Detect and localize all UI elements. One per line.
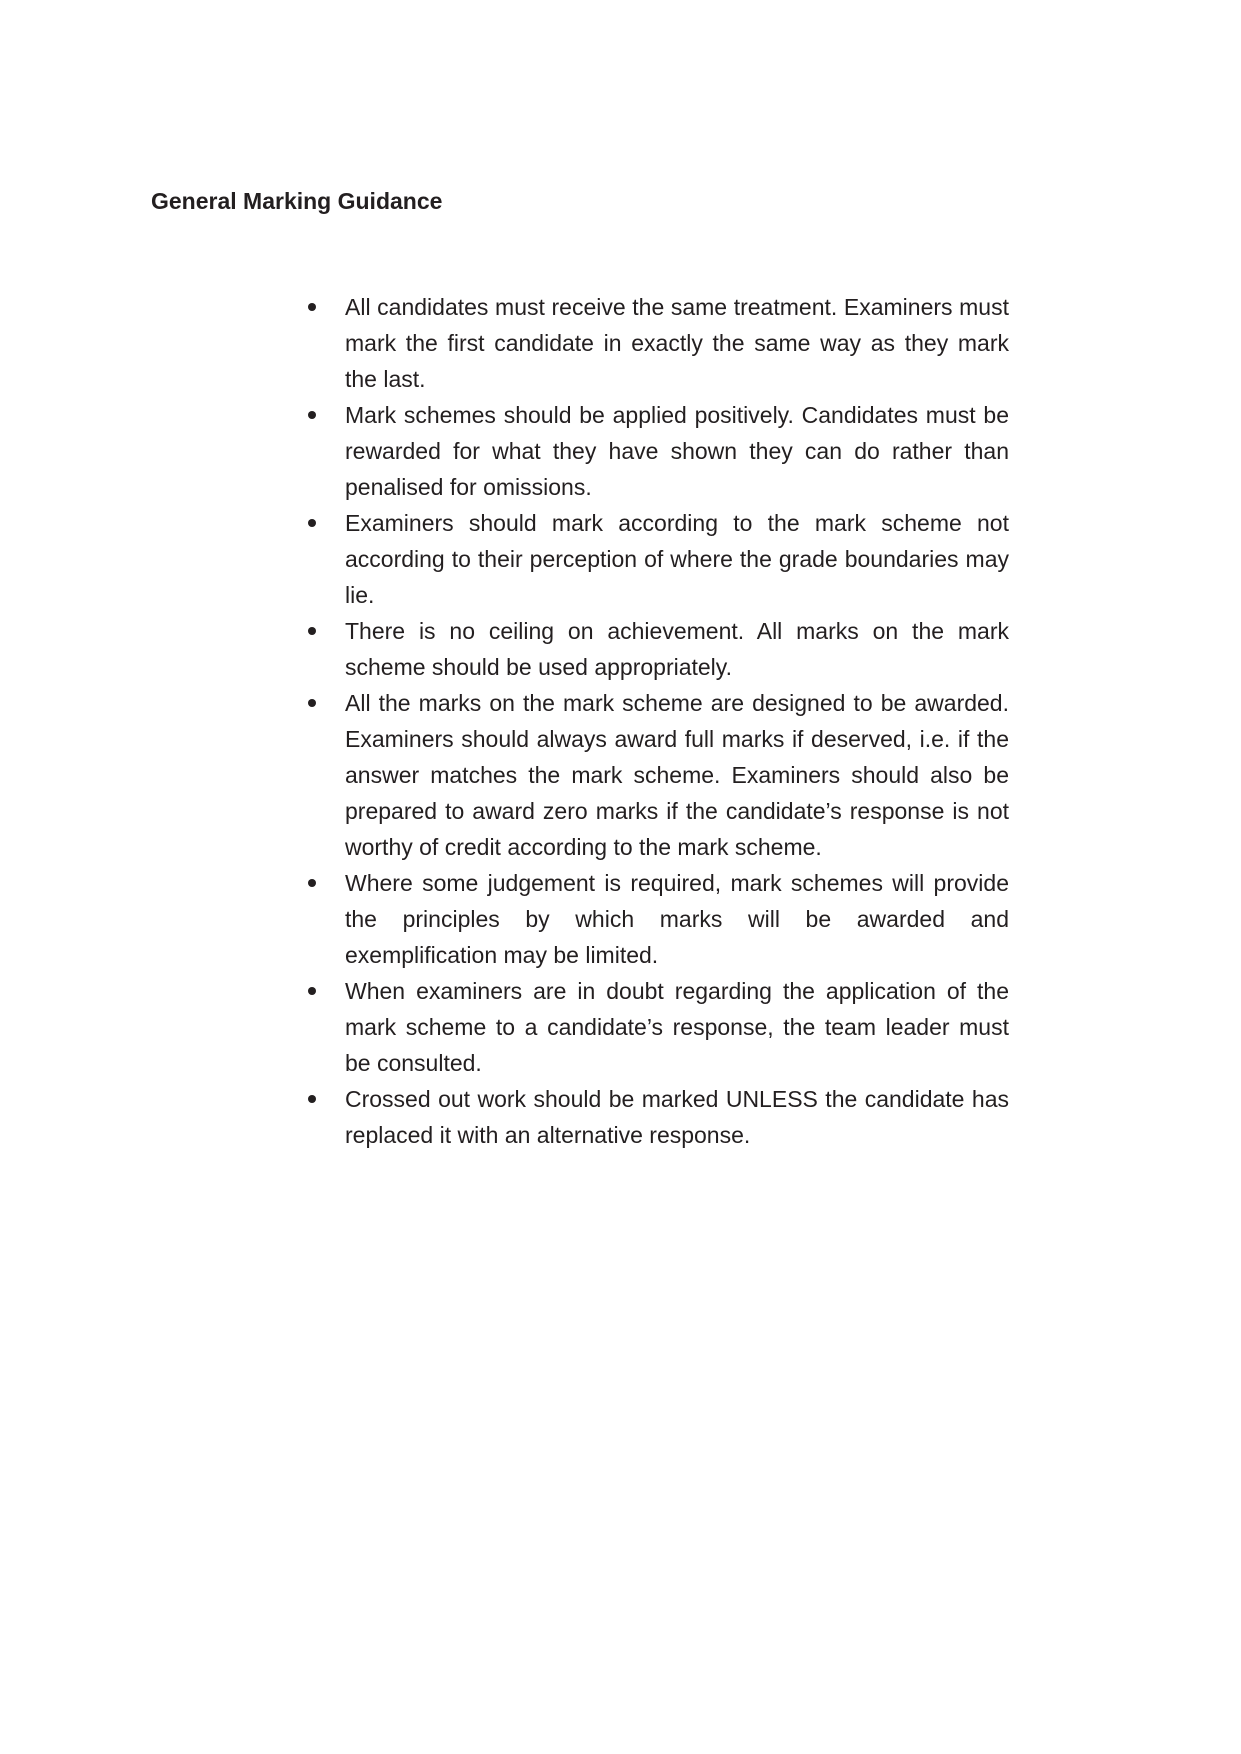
list-item [308, 865, 1009, 973]
list-item-text: Crossed out work should be marked UNLESS the candidate has replaced it with an alternative response. [345, 1086, 1009, 1148]
bullet-icon [308, 987, 316, 995]
list-item-text: Where some judgement is required, mark schemes will provide the principles by which marks will be awarded and exemplification may be limited. [345, 870, 1009, 968]
list-item-text: Mark schemes should be applied positively. Candidates must be rewarded for what they have shown they can do rather than penalised for omissions. [345, 402, 1009, 500]
list-item [308, 289, 1009, 397]
bullet-icon [308, 1095, 316, 1103]
bullet-icon [308, 519, 316, 527]
list-item [308, 973, 1009, 1081]
list-item-text: There is no ceiling on achievement. All marks on the mark scheme should be used appropriately. [345, 618, 1009, 680]
list-item [308, 1081, 1009, 1153]
bullet-icon [308, 411, 316, 419]
bullet-icon [308, 879, 316, 887]
bullet-icon [308, 699, 316, 707]
page-heading: General Marking Guidance [151, 188, 443, 214]
bullet-icon [308, 303, 316, 311]
list-item [308, 505, 1009, 613]
list-item-text: Examiners should mark according to the mark scheme not according to their perception of where the grade boundaries may lie. [345, 510, 1009, 608]
list-item [308, 397, 1009, 505]
list-item [308, 685, 1009, 865]
bullet-icon [308, 627, 316, 635]
list-item-text: All the marks on the mark scheme are designed to be awarded. Examiners should always award full marks if deserved, i.e. if the answer matches the mark scheme. Examiners should also be prepared to award zero marks if the candidate’s response is not worthy of credit according to the mark scheme. [345, 690, 1009, 860]
list-item-text: All candidates must receive the same treatment. Examiners must mark the first candidate in exactly the same way as they mark the last. [345, 294, 1009, 392]
list-item-text: When examiners are in doubt regarding the application of the mark scheme to a candidate’s response, the team leader must be consulted. [345, 978, 1009, 1076]
guidance-list [308, 289, 1009, 1153]
list-item [308, 613, 1009, 685]
